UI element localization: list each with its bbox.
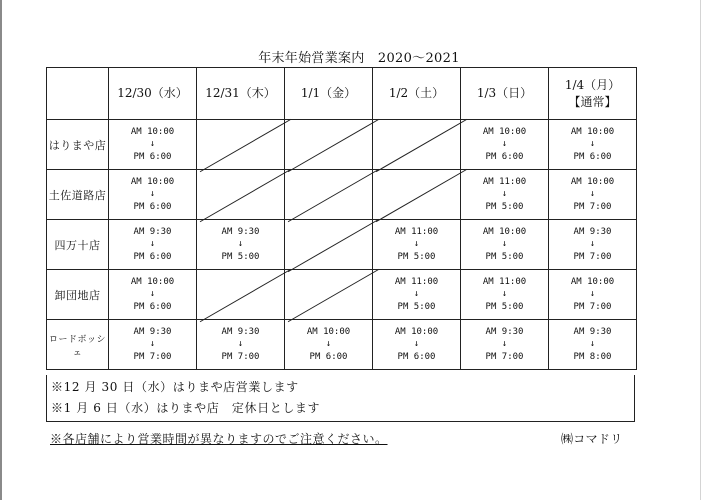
store-row (47, 120, 637, 170)
hours-cell: AM 9:30 ↓ PM 7:00 (197, 320, 285, 370)
caution-notice: ※各店舗により営業時間が異なりますのでご注意ください。 (50, 432, 388, 446)
header-row (47, 68, 637, 120)
closed-cell (285, 270, 373, 320)
store-row (47, 320, 637, 370)
notes-box (46, 375, 635, 422)
hours-cell: AM 10:00 ↓ PM 6:00 (549, 120, 637, 170)
hours-cell: AM 10:00 ↓ PM 6:00 (109, 170, 197, 220)
date-header: 12/30（水） (109, 68, 197, 120)
note-line: ※1 月 6 日（水）はりまや店 定休日とします (51, 401, 321, 415)
page-edge (0, 0, 2, 500)
hours-cell: AM 10:00 ↓ PM 6:00 (461, 120, 549, 170)
store-row (47, 270, 637, 320)
closed-cell (197, 270, 285, 320)
closed-cell (285, 120, 373, 170)
regular-hours-label: 【通常】 (568, 94, 617, 109)
store-name: 卸団地店 (47, 270, 109, 320)
page-title: 年末年始営業案内 2020～2021 (258, 51, 460, 66)
hours-cell: AM 11:00 ↓ PM 5:00 (461, 170, 549, 220)
date-header: 1/3（日） (461, 68, 549, 120)
hours-cell: AM 9:30 ↓ PM 6:00 (109, 220, 197, 270)
hours-cell: AM 9:30 ↓ PM 7:00 (549, 220, 637, 270)
store-row (47, 220, 637, 270)
company-name: ㈱コマドリ (561, 432, 623, 446)
hours-cell: AM 10:00 ↓ PM 5:00 (461, 220, 549, 270)
date-header: 1/1（金） (285, 68, 373, 120)
note-line: ※12 月 30 日（水）はりまや店営業します (51, 380, 299, 394)
store-name: ロードボッシェ (47, 320, 109, 370)
hours-cell: AM 10:00 ↓ PM 6:00 (109, 120, 197, 170)
closed-cell (373, 120, 461, 170)
hours-cell: AM 9:30 ↓ PM 8:00 (549, 320, 637, 370)
store-name: はりまや店 (47, 120, 109, 170)
business-hours-table (46, 67, 637, 370)
hours-cell: AM 9:30 ↓ PM 7:00 (461, 320, 549, 370)
date-header: 12/31（木） (197, 68, 285, 120)
store-name: 土佐道路店 (47, 170, 109, 220)
date-header: 1/4（月） 【通常】 (549, 68, 637, 120)
hours-cell: AM 10:00 ↓ PM 7:00 (549, 270, 637, 320)
corner-cell (47, 68, 109, 120)
hours-cell: AM 9:30 ↓ PM 7:00 (109, 320, 197, 370)
hours-cell: AM 11:00 ↓ PM 5:00 (461, 270, 549, 320)
hours-cell: AM 10:00 ↓ PM 6:00 (285, 320, 373, 370)
hours-cell: AM 9:30 ↓ PM 5:00 (197, 220, 285, 270)
page-edge (700, 0, 701, 500)
store-row (47, 170, 637, 220)
hours-cell: AM 10:00 ↓ PM 6:00 (109, 270, 197, 320)
hours-cell: AM 11:00 ↓ PM 5:00 (373, 220, 461, 270)
closed-cell (373, 170, 461, 220)
closed-cell (197, 120, 285, 170)
closed-cell (197, 170, 285, 220)
store-name: 四万十店 (47, 220, 109, 270)
date-header: 1/2（土） (373, 68, 461, 120)
hours-cell: AM 11:00 ↓ PM 5:00 (373, 270, 461, 320)
hours-cell: AM 10:00 ↓ PM 7:00 (549, 170, 637, 220)
closed-cell (285, 170, 373, 220)
hours-cell: AM 10:00 ↓ PM 6:00 (373, 320, 461, 370)
closed-cell (285, 220, 373, 270)
